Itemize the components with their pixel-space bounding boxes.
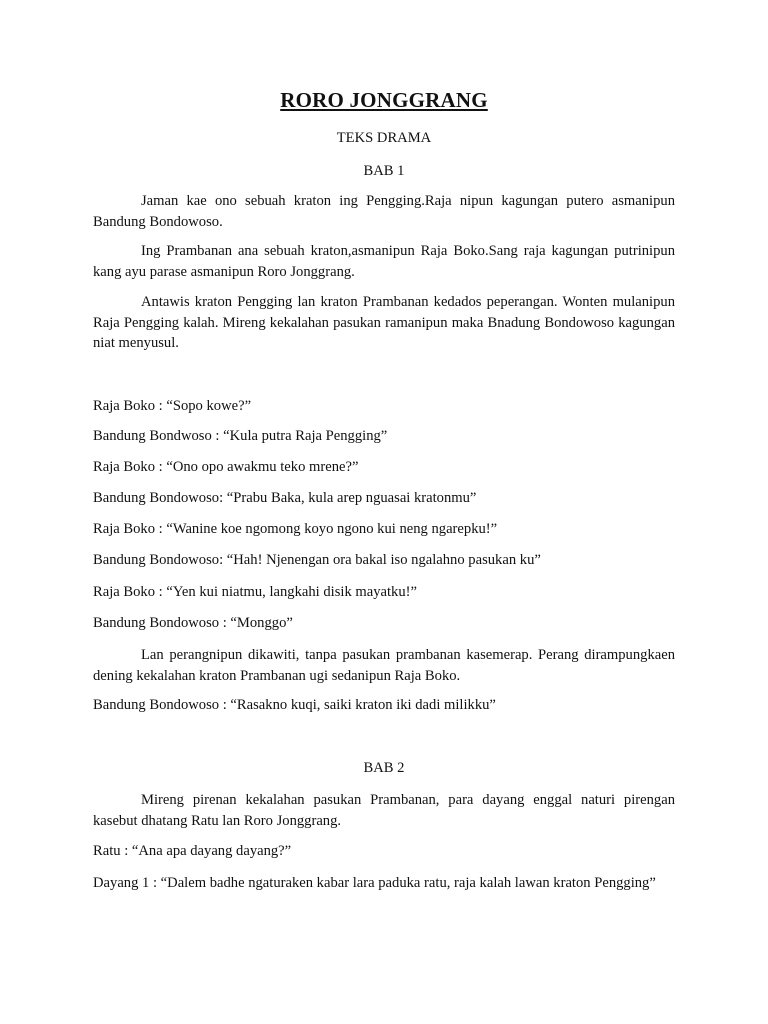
document-title: RORO JONGGRANG <box>280 88 488 112</box>
dialogue-line: Bandung Bondowoso : “Rasakno kuqi, saiki kraton iki dadi milikku” <box>93 697 496 713</box>
paragraph: Antawis kraton Pengging lan kraton Prambanan kedados peperangan. Wonten mulanipun Raja Pengging kalah. Mireng kekalahan pasukan ramanipun maka Bnadung Bondowoso kagungan niat menyusul. <box>93 294 675 351</box>
paragraph: Ing Prambanan ana sebuah kraton,asmanipun Raja Boko.Sang raja kagungan putrinipun kang ayu parase asmanipun Roro Jonggrang. <box>93 243 675 280</box>
paragraph: Jaman kae ono sebuah kraton ing Pengging.Raja nipun kagungan putero asmanipun Bandung Bondowoso. <box>93 193 675 230</box>
dialogue-line: Raja Boko : “Ono opo awakmu teko mrene?” <box>93 459 359 475</box>
chapter-heading-2: BAB 2 <box>363 760 405 776</box>
paragraph: Mireng pirenan kekalahan pasukan Prambanan, para dayang enggal naturi pirengan kasebut dhatang Ratu lan Roro Jonggrang. <box>93 792 675 829</box>
dialogue-line: Ratu : “Ana apa dayang dayang?” <box>93 843 292 859</box>
dialogue-line: Dayang 1 : “Dalem badhe ngaturaken kabar lara paduka ratu, raja kalah lawan kraton Pengging” <box>93 875 656 891</box>
dialogue-line: Bandung Bondowoso: “Prabu Baka, kula arep nguasai kratonmu” <box>93 490 477 506</box>
dialogue-line: Raja Boko : “Sopo kowe?” <box>93 398 252 414</box>
dialogue-line: Bandung Bondwoso : “Kula putra Raja Pengging” <box>93 428 388 444</box>
narration-paragraph: Lan perangnipun dikawiti, tanpa pasukan prambanan kasemerap. Perang dirampungkaen dening kekalahan kraton Prambanan ugi sedanipun Raja Boko. <box>93 647 675 684</box>
chapter-heading-1: BAB 1 <box>363 163 405 179</box>
dialogue-line: Bandung Bondowoso : “Monggo” <box>93 615 293 631</box>
dialogue-line: Raja Boko : “Wanine koe ngomong koyo ngono kui neng ngarepku!” <box>93 521 498 537</box>
dialogue-line: Raja Boko : “Yen kui niatmu, langkahi disik mayatku!” <box>93 584 417 600</box>
document-subtitle: TEKS DRAMA <box>336 130 432 146</box>
dialogue-line: Bandung Bondowoso: “Hah! Njenengan ora bakal iso ngalahno pasukan ku” <box>93 552 541 568</box>
